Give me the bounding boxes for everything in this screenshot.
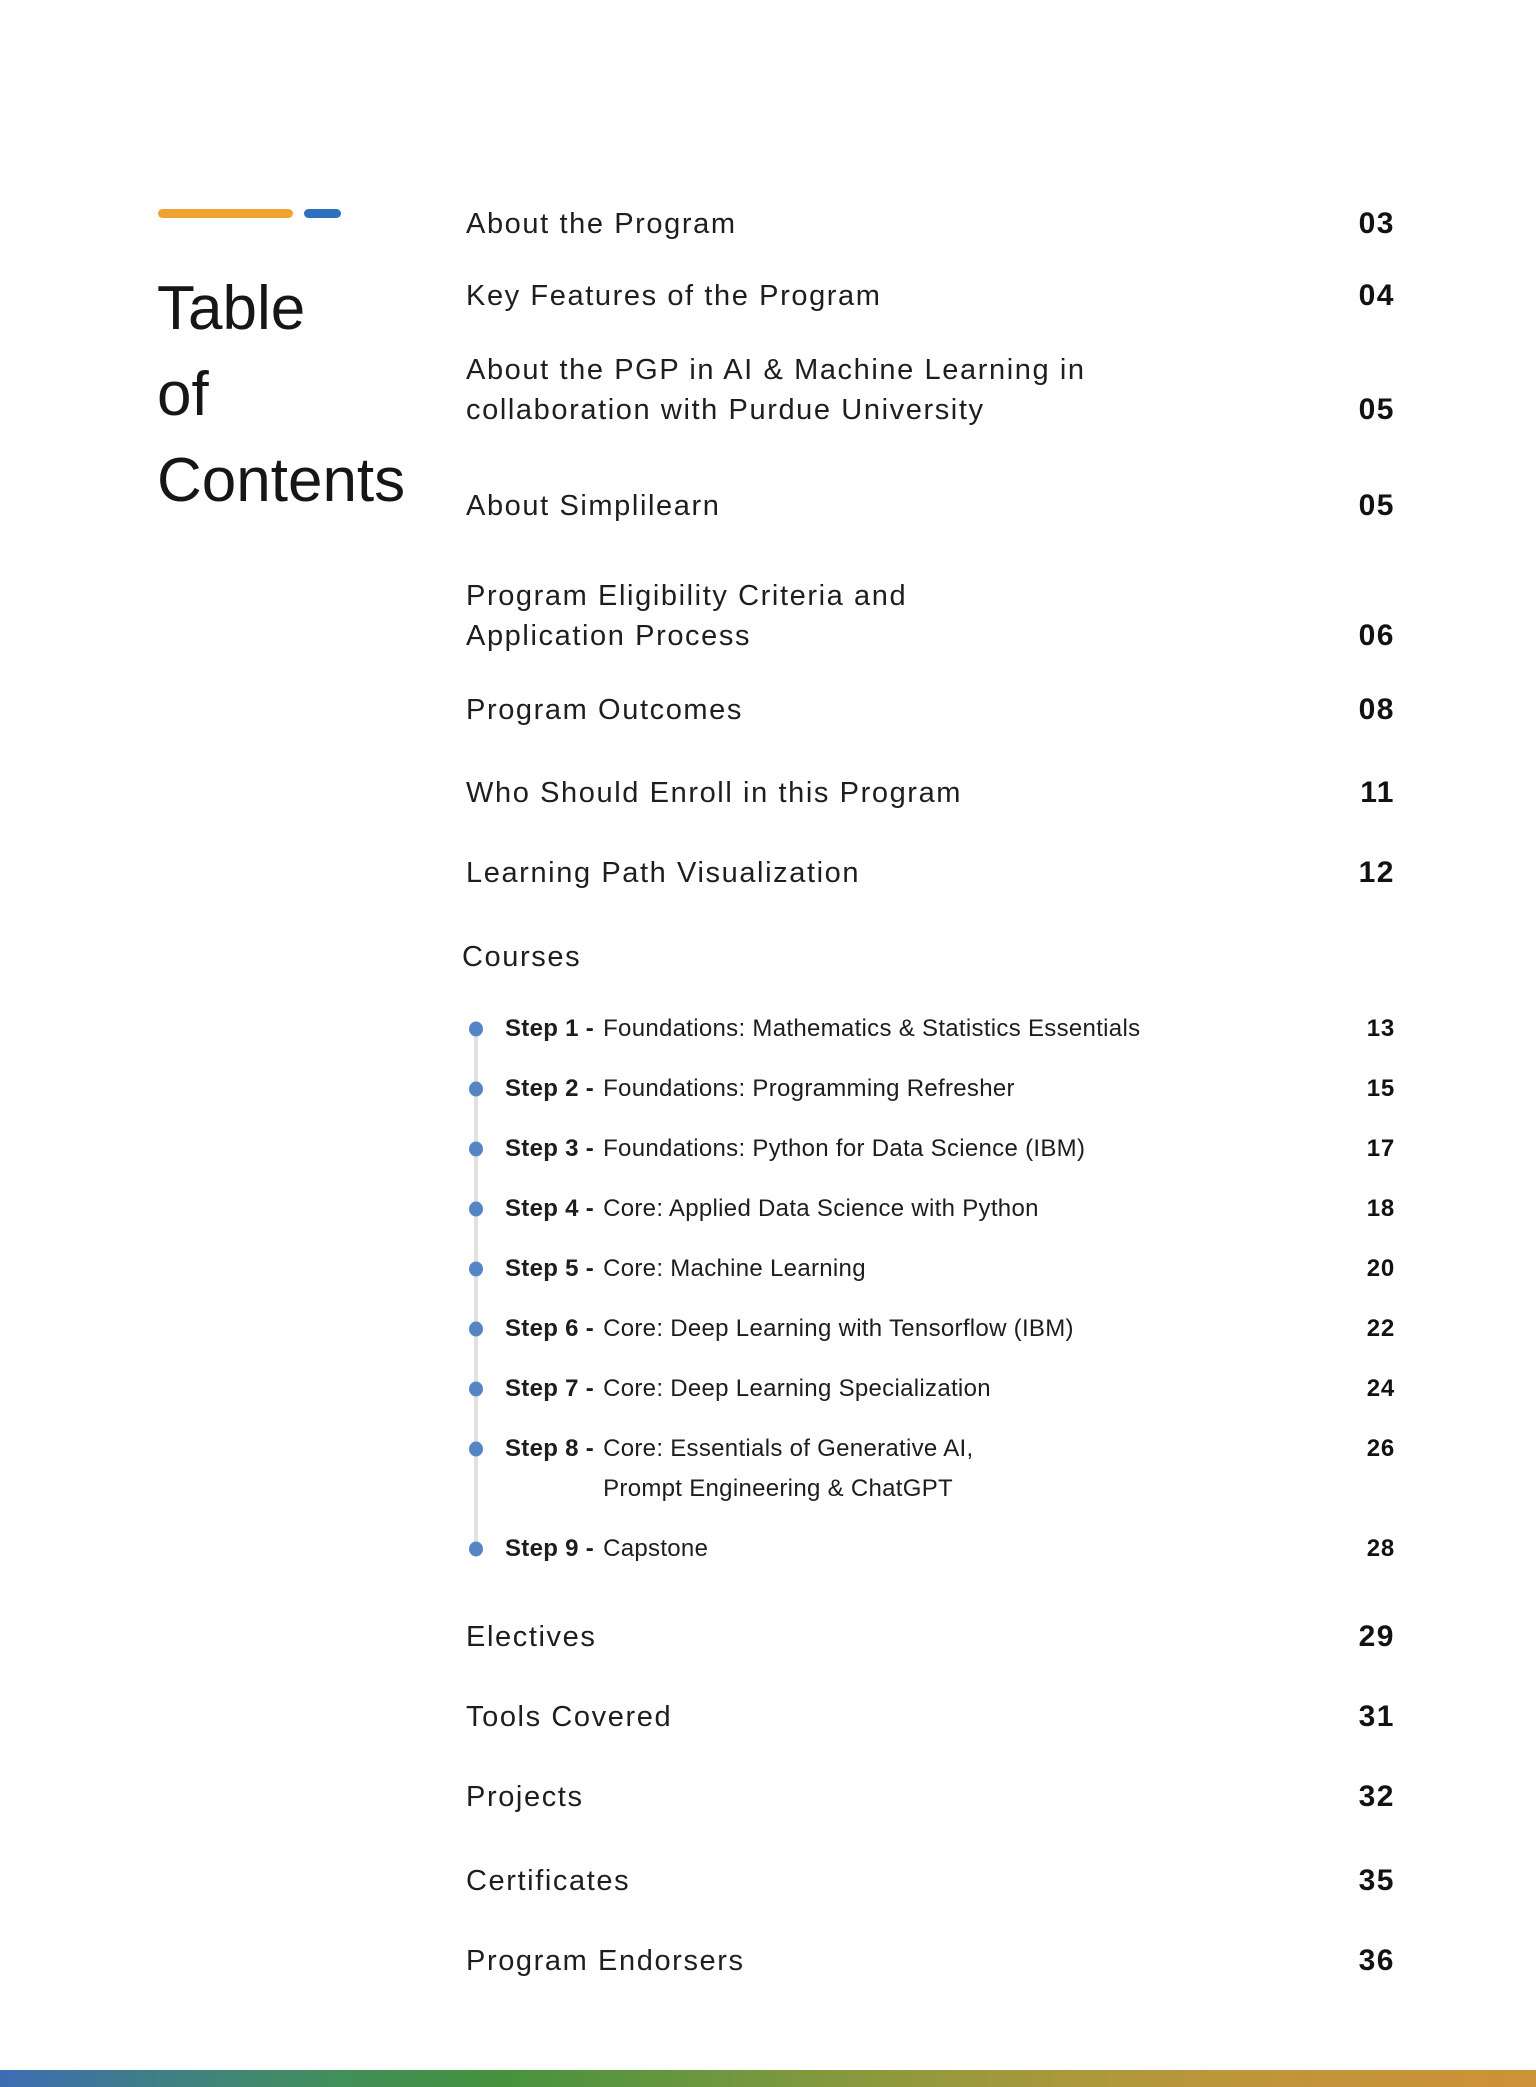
- step-label: [505, 1069, 1015, 1109]
- toc-entry-label: About the Program: [466, 208, 737, 240]
- page-title: [157, 266, 405, 524]
- toc-entry-page: 05: [1358, 489, 1395, 522]
- toc-entry-label-line2: Application Process: [466, 620, 752, 652]
- step-title-line2: Prompt Engineering & ChatGPT: [603, 1475, 953, 1502]
- step-title: Core: Machine Learning: [603, 1255, 866, 1282]
- step-label: [505, 1309, 1074, 1349]
- toc-entry-label: [466, 350, 1086, 430]
- toc-entry-page: 03: [1358, 207, 1395, 240]
- toc-entry-page: 08: [1358, 693, 1395, 726]
- toc-entry-label-line2: collaboration with Purdue University: [466, 394, 985, 426]
- step-number-label: Step 2 -: [505, 1075, 595, 1102]
- step-number-label: Step 4 -: [505, 1195, 595, 1222]
- toc-step-9[interactable]: [466, 1529, 1395, 1569]
- toc-entry-page: 20: [1366, 1255, 1395, 1282]
- step-title: Foundations: Programming Refresher: [603, 1075, 1015, 1102]
- toc-entry-page: 28: [1366, 1535, 1395, 1562]
- step-label: [505, 1009, 1140, 1049]
- toc-entry-label: Certificates: [466, 1865, 631, 1897]
- toc-entry-page: 12: [1358, 856, 1395, 889]
- toc-entry-label: Who Should Enroll in this Program: [466, 777, 963, 809]
- toc-entry-page: 35: [1358, 1864, 1395, 1897]
- step-title-line1: Core: Essentials of Generative AI,: [603, 1435, 974, 1462]
- orange-dash-icon: [158, 209, 293, 218]
- toc-entry-page: 17: [1366, 1135, 1395, 1162]
- toc-entry-label-line1: Program Eligibility Criteria and: [466, 580, 908, 612]
- courses-section-heading: Courses: [462, 941, 582, 973]
- toc-entry-program-endorsers[interactable]: [466, 1941, 1395, 1981]
- toc-entry-page: 31: [1358, 1700, 1395, 1733]
- step-bullet-icon: [469, 1542, 483, 1557]
- step-bullet-icon: [469, 1082, 483, 1097]
- step-label: [505, 1249, 866, 1289]
- step-number-label: Step 3 -: [505, 1135, 595, 1162]
- step-label: [505, 1429, 973, 1509]
- step-bullet-icon: [469, 1142, 483, 1157]
- toc-entry-page: 24: [1366, 1375, 1395, 1402]
- toc-entry-eligibility[interactable]: [466, 576, 1395, 656]
- toc-entry-certificates[interactable]: [466, 1861, 1395, 1901]
- step-title: [603, 1429, 973, 1509]
- toc-entry-page: 32: [1358, 1780, 1395, 1813]
- toc-entry-label: Electives: [466, 1621, 597, 1653]
- page-title-line: of: [157, 360, 209, 429]
- toc-entry-page: 11: [1360, 776, 1395, 809]
- footer-gradient-bar: [0, 2070, 1536, 2087]
- toc-step-8[interactable]: [466, 1429, 1395, 1509]
- toc-entry-label: Tools Covered: [466, 1701, 673, 1733]
- toc-entry-page: 29: [1358, 1620, 1395, 1653]
- toc-entry-page: 26: [1366, 1435, 1395, 1462]
- step-number-label: Step 8 -: [505, 1435, 595, 1462]
- toc-entry-about-pgp[interactable]: [466, 350, 1395, 430]
- step-title: Foundations: Mathematics & Statistics Essentials: [603, 1015, 1141, 1042]
- toc-step-1[interactable]: [466, 1009, 1395, 1049]
- toc-step-3[interactable]: [466, 1129, 1395, 1169]
- step-title: Core: Applied Data Science with Python: [603, 1195, 1039, 1222]
- toc-entry-page: 22: [1366, 1315, 1395, 1342]
- toc-entry-projects[interactable]: [466, 1777, 1395, 1817]
- toc-entry-about-program[interactable]: [466, 204, 1395, 244]
- toc-entry-label-line1: About the PGP in AI & Machine Learning in: [466, 354, 1086, 386]
- step-title: Capstone: [603, 1535, 709, 1562]
- toc-entry-label: Projects: [466, 1781, 584, 1813]
- step-label: [505, 1189, 1039, 1229]
- toc-entry-label: Program Outcomes: [466, 694, 744, 726]
- step-bullet-icon: [469, 1262, 483, 1277]
- page-title-line: Contents: [157, 446, 406, 515]
- toc-entry-learning-path[interactable]: [466, 853, 1395, 893]
- step-bullet-icon: [469, 1322, 483, 1337]
- toc-entry-label: Key Features of the Program: [466, 280, 882, 312]
- step-bullet-icon: [469, 1382, 483, 1397]
- step-number-label: Step 5 -: [505, 1255, 595, 1282]
- toc-step-6[interactable]: [466, 1309, 1395, 1349]
- brand-dashes: [158, 209, 341, 218]
- toc-step-5[interactable]: [466, 1249, 1395, 1289]
- step-label: [505, 1529, 708, 1569]
- step-title: Core: Deep Learning Specialization: [603, 1375, 991, 1402]
- blue-dash-icon: [304, 209, 341, 218]
- page-title-line: Table: [157, 274, 306, 343]
- toc-entry-page: 06: [1358, 619, 1395, 652]
- toc-entry-who-should-enroll[interactable]: [466, 773, 1395, 813]
- toc-entry-tools-covered[interactable]: [466, 1697, 1395, 1737]
- step-label: [505, 1369, 991, 1409]
- toc-entry-label: About Simplilearn: [466, 490, 721, 522]
- toc-entry-program-outcomes[interactable]: [466, 690, 1395, 730]
- toc-entry-about-simplilearn[interactable]: [466, 486, 1395, 526]
- toc-step-2[interactable]: [466, 1069, 1395, 1109]
- step-label: [505, 1129, 1085, 1169]
- toc-entry-label: Learning Path Visualization: [466, 857, 861, 889]
- step-number-label: Step 7 -: [505, 1375, 595, 1402]
- step-number-label: Step 1 -: [505, 1015, 595, 1042]
- step-title: Foundations: Python for Data Science (IBM): [603, 1135, 1086, 1162]
- toc-step-7[interactable]: [466, 1369, 1395, 1409]
- toc-entry-electives[interactable]: [466, 1617, 1395, 1657]
- step-number-label: Step 6 -: [505, 1315, 595, 1342]
- toc-entry-page: 05: [1358, 393, 1395, 426]
- toc-entry-label: [466, 576, 907, 656]
- toc-entry-label: Program Endorsers: [466, 1945, 745, 1977]
- toc-step-4[interactable]: [466, 1189, 1395, 1229]
- toc-entry-page: 04: [1358, 279, 1395, 312]
- toc-entry-page: 36: [1358, 1944, 1395, 1977]
- toc-entry-page: 13: [1366, 1015, 1395, 1042]
- step-bullet-icon: [469, 1022, 483, 1037]
- step-number-label: Step 9 -: [505, 1535, 595, 1562]
- step-bullet-icon: [469, 1442, 483, 1457]
- step-bullet-icon: [469, 1202, 483, 1217]
- toc-entry-page: 15: [1366, 1075, 1395, 1102]
- step-title: Core: Deep Learning with Tensorflow (IBM): [603, 1315, 1074, 1342]
- toc-entry-page: 18: [1366, 1195, 1395, 1222]
- toc-entry-key-features[interactable]: [466, 276, 1395, 316]
